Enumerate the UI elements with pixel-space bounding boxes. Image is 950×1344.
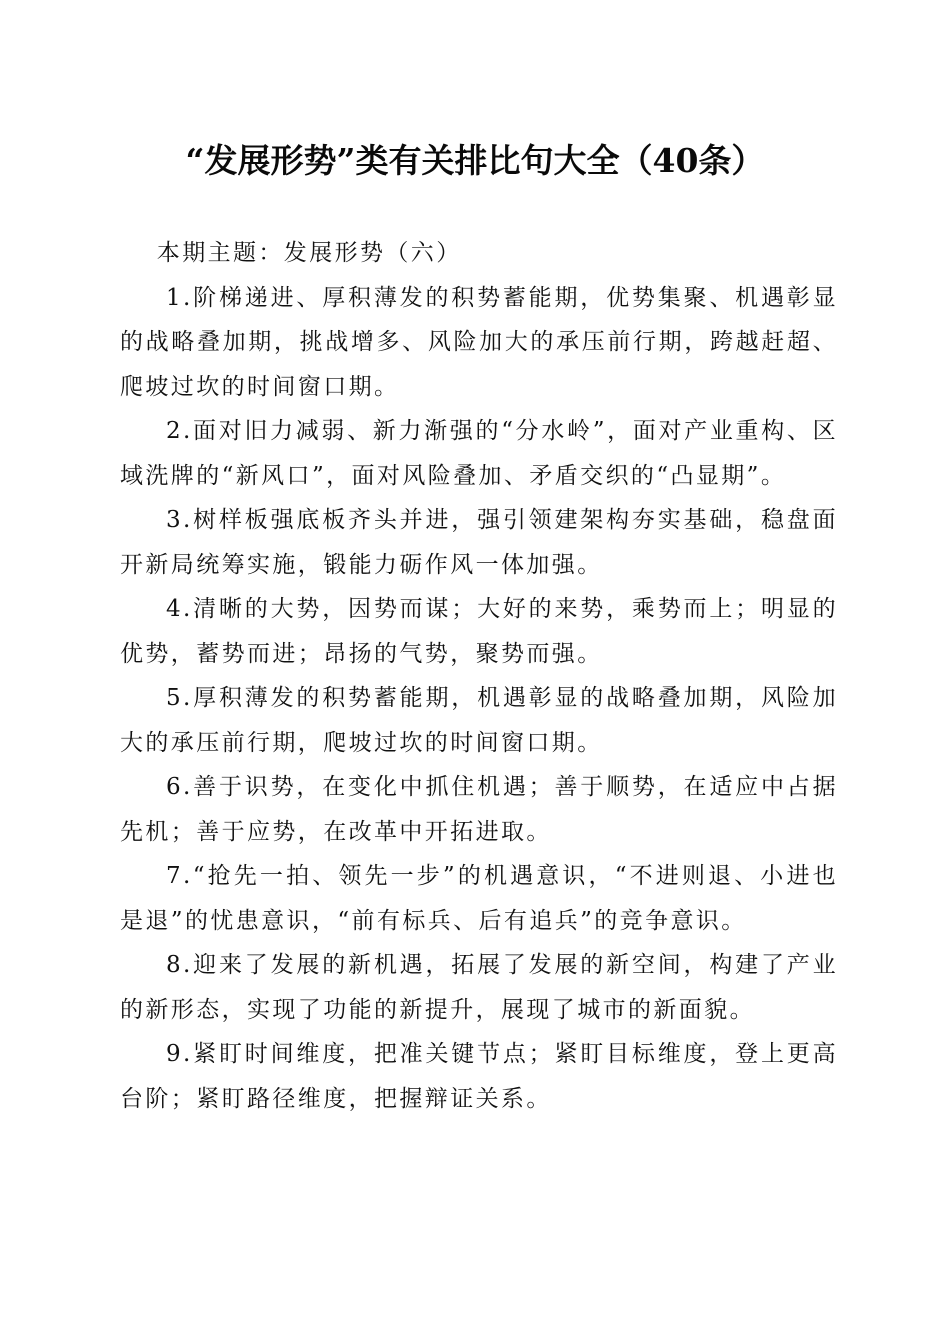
paragraph-item-1: 1.阶梯递进、厚积薄发的积势蓄能期，优势集聚、机遇彰显的战略叠加期，挑战增多、风险加大的承压前行期，跨越赶超、爬坡过坎的时间窗口期。 [120, 284, 838, 400]
document-title: “发展形势”类有关排比句大全（40条） [185, 141, 765, 180]
paragraph-item-2: 2.面对旧力减弱、新力渐强的“分水岭”，面对产业重构、区域洗牌的“新风口”，面对风险叠加、矛盾交织的“凸显期”。 [120, 418, 838, 489]
document-body [120, 231, 838, 1121]
paragraph-item-6: 6.善于识势，在变化中抓住机遇；善于顺势，在适应中占据先机；善于应势，在改革中开拓进取。 [120, 774, 838, 845]
paragraph-item-4: 4.清晰的大势，因势而谋；大好的来势，乘势而上；明显的优势，蓄势而进；昂扬的气势，聚势而强。 [120, 596, 838, 667]
paragraph-item-7: 7.“抢先一拍、领先一步”的机遇意识，“不进则退、小进也是退”的忧患意识，“前有标兵、后有追兵”的竞争意识。 [120, 863, 838, 934]
paragraph-item-3: 3.树样板强底板齐头并进，强引领建架构夯实基础，稳盘面开新局统筹实施，锻能力砺作风一体加强。 [120, 507, 838, 578]
paragraph-item-9: 9.紧盯时间维度，把准关键节点；紧盯目标维度，登上更高台阶；紧盯路径维度，把握辩证关系。 [120, 1041, 838, 1112]
paragraph-item-8: 8.迎来了发展的新机遇，拓展了发展的新空间，构建了产业的新形态，实现了功能的新提升，展现了城市的新面貌。 [120, 952, 838, 1023]
paragraph-item-5: 5.厚积薄发的积势蓄能期，机遇彰显的战略叠加期，风险加大的承压前行期，爬坡过坎的时间窗口期。 [120, 685, 838, 756]
document-subtitle: 本期主题：发展形势（六） [156, 240, 462, 266]
